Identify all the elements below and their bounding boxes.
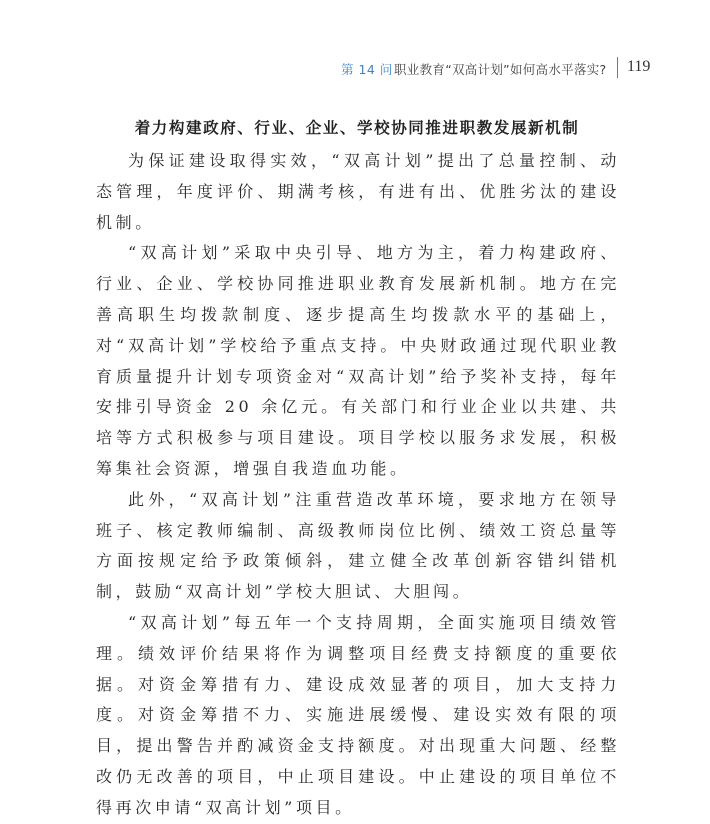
paragraph: 为保证建设取得实效，“双高计划”提出了总量控制、动态管理，年度评价、期满考核，有进有出、优胜劣汰的建设机制。 (96, 151, 620, 232)
chapter-label: 第 14 问 (341, 62, 393, 77)
page-number: 119 (627, 58, 651, 75)
paragraph: 此外，“双高计划”注重营造改革环境，要求地方在领导班子、核定教师编制、高级教师岗位比例、绩效工资总量等方面按规定给予政策倾斜，建立健全改革创新容错纠错机制，鼓励“双高计划”学校大胆试、大胆闯。 (96, 489, 620, 602)
chapter-title: 职业教育“双高计划”如何高水平落实? (394, 62, 607, 77)
paragraph: “双高计划”每五年一个支持周期，全面实施项目绩效管理。绩效评价结果将作为调整项目经费支持额度的重要依据。对资金筹措有力、建设成效显著的项目，加大支持力度。对资金筹措不力、实施进展缓慢、建设实效有限的项目，提出警告并酌减资金支持额度。对出现重大问题、经整改仍无改善的项目，中止项目建设。中止建设的项目单位不得再次申请“双高计划”项目。 (96, 612, 620, 817)
paragraph: “双高计划”采取中央引导、地方为主，着力构建政府、行业、企业、学校协同推进职业教育发展新机制。地方在完善高职生均拨款制度、逐步提高生均拨款水平的基础上，对“双高计划”学校给予重点支持。中央财政通过现代职业教育质量提升计划专项资金对“双高计划”给予奖补支持，每年安排引导资金 20 余亿元。有关部门和行业企业以共建、共培等方式积极参与项目建设。项目学校以服务求发展，积极筹集社会资源，增强自我造血功能。 (96, 243, 620, 478)
running-header (0, 58, 710, 80)
body-text (96, 146, 620, 824)
section-title: 着力构建政府、行业、企业、学校协同推进职教发展新机制 (134, 119, 580, 137)
header-divider (617, 57, 618, 78)
